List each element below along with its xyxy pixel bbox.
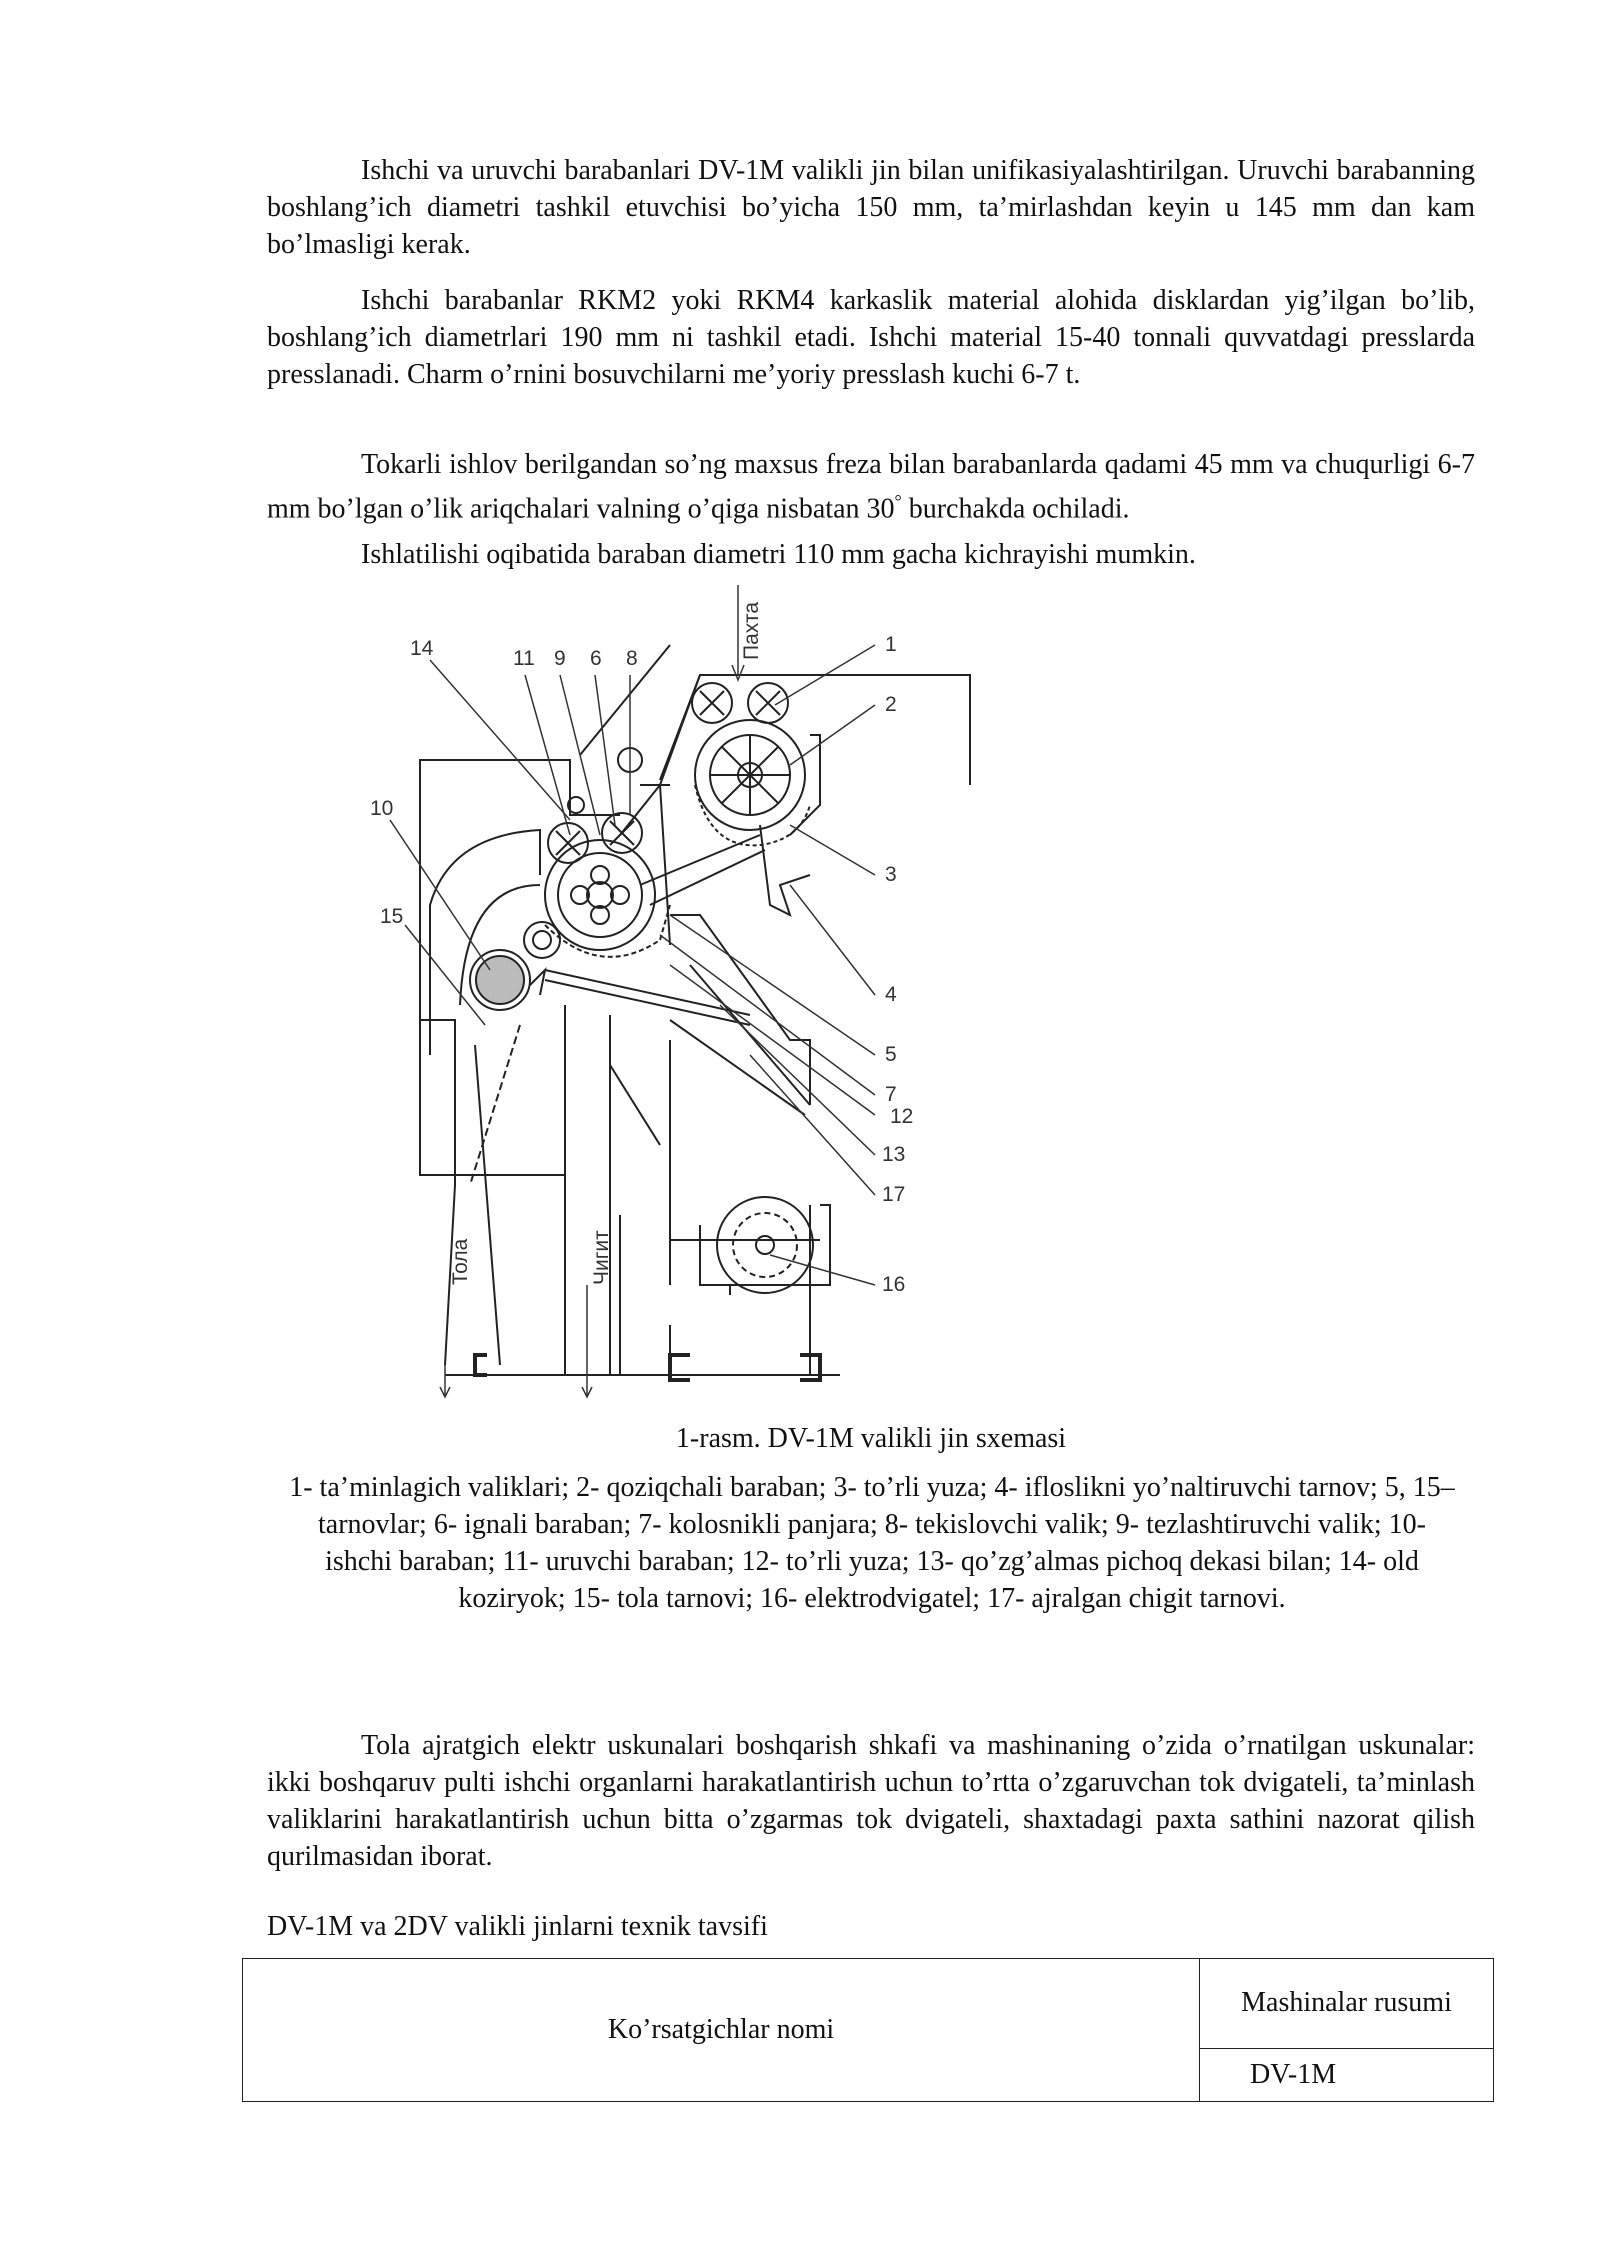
label-14: 14 (410, 637, 434, 660)
label-4: 4 (885, 983, 897, 1006)
electric-motor (717, 1197, 813, 1293)
label-8: 8 (626, 647, 638, 670)
degree-sign: ° (894, 491, 902, 511)
spec-table (242, 1958, 1494, 2102)
paragraph-grooves (267, 446, 1475, 527)
label-input-cotton: Пахта (740, 601, 763, 660)
column-dv-1m: DV-1M (1200, 2048, 1494, 2101)
label-15: 15 (380, 905, 404, 928)
label-2: 2 (885, 693, 897, 716)
paragraph-electrical-equipment: Tola ajratgich elektr uskunalari boshqarish shkafi va mashinaning o’zida o’rnatilgan uskunalar: ikki boshqaruv pulti ishchi organlarni harakatlantirish uchun to’rtta o’zgaruvchan tok dvigateli, ta’minlash valiklarini harakatlantirish uchun bitta o’zgarmas tok dvigateli, shaxtadagi paxta sathini nazorat qilish qurilmasidan iborat. (267, 1730, 1475, 1872)
label-6: 6 (590, 647, 602, 670)
label-9: 9 (554, 647, 566, 670)
label-13: 13 (882, 1143, 906, 1166)
label-1: 1 (885, 633, 897, 656)
label-11: 11 (513, 647, 535, 670)
paragraph-working-drums: Ishchi barabanlar RKM2 yoki RKM4 karkaslik material alohida disklardan yig’ilgan bo’lib, boshlang’ich diametrlari 190 mm ni tashkil etadi. Ishchi material 15-40 tonnali quvvatdagi presslarda presslanadi. Charm o’rnini bosuvchilarni me’yoriy presslash kuchi 6-7 t. (267, 285, 1475, 390)
label-10: 10 (370, 797, 394, 820)
paragraph-grooves-tail: burchakda ochiladi. (901, 493, 1130, 525)
figure-caption: 1-rasm. DV-1M valikli jin sxemasi (675, 1423, 1067, 1454)
label-seed-outlet: Чигит (590, 1230, 613, 1285)
paragraph-diameter-reduction: Ishlatilishi oqibatida baraban diametri 110 mm gacha kichrayishi mumkin. (361, 539, 1196, 570)
header-machine-models: Mashinalar rusumi (1200, 1959, 1494, 2049)
table-title: DV-1M va 2DV valikli jinlarni texnik tavsifi (267, 1911, 768, 1942)
label-17: 17 (882, 1183, 906, 1206)
table-row (243, 1959, 1494, 2049)
label-3: 3 (885, 863, 897, 886)
hopper-outline (660, 675, 970, 785)
label-16: 16 (882, 1273, 906, 1296)
label-fiber-outlet: Тола (449, 1238, 472, 1285)
paragraph-grooves-text: Tokarli ishlov berilgandan so’ng maxsus freza bilan barabanlarda qadami 45 mm va chuqurligi 6-7 mm bo’lgan o’lik ariqchalari valning o’qiga nisbatan 30 (267, 449, 1475, 525)
label-7: 7 (885, 1083, 897, 1106)
figure-legend: 1- ta’minlagich valiklari; 2- qoziqchali baraban; 3- to’rli yuza; 4- ifloslikni yo’naltiruvchi tarnov; 5, 15–tarnovlar; 6- ignali baraban; 7- kolosnikli panjara; 8- tekislovchi valik; 9- tezlashtiruvchi valik; 10- ishchi baraban; 11- uruvchi baraban; 12- to’rli yuza; 13- qo’zg’almas pichoq dekasi bilan; 14- old koziryok; 15- tola tarnovi; 16- elektrodvigatel; 17- ajralgan chigit tarnovi. (289, 1472, 1455, 1614)
header-indicator-name: Ko’rsatgichlar nomi (243, 1959, 1200, 2102)
stripping-drum (545, 840, 655, 950)
label-5: 5 (885, 1043, 897, 1066)
gin-scheme-figure (370, 585, 1320, 1405)
label-12: 12 (890, 1105, 914, 1128)
paragraph-drum-unification: Ishchi va uruvchi barabanlari DV-1M valikli jin bilan unifikasiyalashtirilgan. Uruvchi barabanning boshlang’ich diametri tashkil etuvchisi bo’yicha 150 mm, ta’mirlashdan keyin u 145 mm dan kam bo’lmasligi kerak. (267, 155, 1475, 260)
